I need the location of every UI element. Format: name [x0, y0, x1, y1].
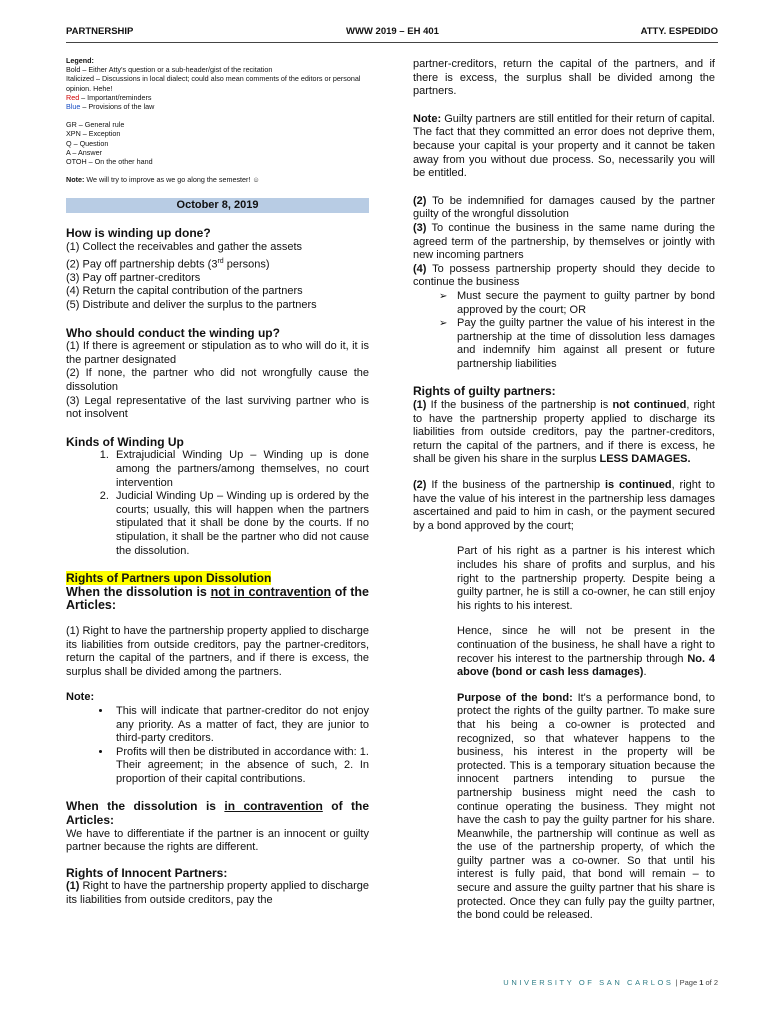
- rights-dissolution-title: Rights of Partners upon Dissolution: [66, 571, 272, 586]
- kinds-list: [66, 449, 369, 558]
- note-item: • Profits will then be distributed in accordance with: 1. Their agreement; in the absence of such, 2. In proportion of their capital contributions.: [112, 746, 369, 787]
- header-subject: PARTNERSHIP: [66, 26, 134, 37]
- date-banner: October 8, 2019: [66, 198, 369, 213]
- legend-red: Red – Important/reminders: [66, 92, 152, 102]
- header-course: WWW 2019 – EH 401: [346, 26, 439, 37]
- winding-step: (2) Pay off partnership debts (3rd persons): [66, 257, 270, 271]
- who-question: Who should conduct the winding up?: [66, 325, 280, 340]
- innocent-item-3: (3) To continue the business in the same name during the agreed term of the partnership, by themselves or jointly with new incoming partners: [413, 221, 715, 262]
- rights-dissolution-subtitle: When the dissolution is not in contravention of the Articles:: [66, 584, 370, 613]
- innocent-note: Note: Guilty partners are still entitled for their return of capital. The fact that they committed an error does not deprive them, because your capital is your property and it cannot be taken away from you without due process. So, necessarily you will be entitled.: [413, 112, 715, 180]
- legend-italic: Italicized – Discussions in local dialect; could also mean comments of the editors or personal opinion. Hehe!: [66, 74, 361, 93]
- kinds-item: 1. Extrajudicial Winding Up – Winding up is done among the partners/among themselves, no court intervention: [112, 449, 369, 490]
- innocent-item-4: (4) To possess partnership property should they decide to continue the business: [413, 262, 715, 289]
- footer-school: UNIVERSITY OF SAN CARLOS: [503, 978, 674, 987]
- legend-title: Legend:: [66, 56, 94, 65]
- contravention-para: We have to differentiate if the partner is an innocent or guilty partner because the rights are different.: [66, 827, 369, 854]
- legend-note: Note: We will try to improve as we go along the semester! ☺: [66, 175, 260, 185]
- header-professor: ATTY. ESPEDIDO: [640, 26, 718, 37]
- innocent-title: Rights of Innocent Partners:: [66, 865, 228, 880]
- winding-step: (1) Collect the receivables and gather the assets: [66, 241, 303, 254]
- winding-step: (3) Pay off partner-creditors: [66, 271, 201, 284]
- right-column: [413, 58, 715, 923]
- innocent-sub-list: [413, 290, 715, 372]
- innocent-item-1: (1) Right to have the partnership property applied to discharge its liabilities from outside creditors, pay the: [66, 880, 369, 907]
- footer-page-number: 1: [699, 978, 704, 987]
- innocent-item-2: (2) To be indemnified for damages caused by the partner guilty of the wrongful dissolution: [413, 194, 715, 221]
- guilty-item-1: (1) If the business of the partnership is not continued, right to have the partnership property applied to discharge its liabilities from outside creditors, pay the partner-creditors, return the capital of the partners, and if there is excess, he shall be given his share in the surplus LESS DAMAGES.: [413, 399, 715, 466]
- legend-abbr: XPN – Exception: [66, 129, 121, 139]
- contravention-title: When the dissolution is in contravention of the Articles:: [66, 799, 369, 828]
- bond-purpose: Purpose of the bond: It's a performance bond, to protect the rights of the guilty partner. To make sure that his being a co-owner is protected and recognized, so that whatever happens to the business, his interest in the property will be protected. This is a temporary situation because the innocent partners intending to pursue the partnership business might need the cash to continue operating the business. They might not have the cash to pay the guilty partner for his share. Meanwhile, the partnership will continue as well as the use of the partnership property, of which the guilty partner was a co-owner. So that until his interest is fully paid, that bond will remain – to secure and assure the guilty partner that his share is protected. Once they can fully pay the guilty partner, the bond could be released.: [457, 691, 715, 922]
- winding-step: (5) Distribute and deliver the surplus to the partners: [66, 299, 317, 312]
- guilty-title: Rights of guilty partners:: [413, 384, 556, 399]
- guilty-item-2: (2) If the business of the partnership is continued, right to have the value of his interest in the partnership less damages ascertained and paid to him in cash, or the payment secured by a bond approved by the court;: [413, 479, 716, 532]
- note-list: [66, 705, 369, 787]
- legend-abbr: Q – Question: [66, 138, 109, 148]
- legend-bold: Bold – Either Atty's question or a sub-header/gist of the recitation: [66, 65, 273, 75]
- who-item: (3) Legal representative of the last surviving partner who is not insolvent: [66, 394, 369, 421]
- innocent-item-1-cont: partner-creditors, return the capital of the partners, and if there is excess, the surplus shall be divided among the partners.: [413, 58, 715, 98]
- legend-abbr: A – Answer: [66, 147, 102, 157]
- innocent-sub-item: ➢ Must secure the payment to guilty partner by bond approved by the court; OR: [457, 290, 715, 317]
- kinds-item: 2. Judicial Winding Up – Winding up is ordered by the courts; usually, this will happen when the partners stipulated that it shall be done by the courts. If no stipulation, it shall be the partner who did not cause the dissolution.: [112, 490, 369, 558]
- page-header: [66, 26, 718, 40]
- who-item: (2) If none, the partner who did not wrongfully cause the dissolution: [66, 367, 369, 394]
- innocent-sub-item: ➢ Pay the guilty partner the value of his interest in the partnership at the time of dissolution less damages and indemnify him against all present or future partnership liabilities: [457, 317, 715, 371]
- winding-question: How is winding up done?: [66, 226, 211, 241]
- winding-step: (4) Return the capital contribution of the partners: [66, 285, 303, 298]
- left-column: [66, 56, 369, 908]
- page-footer: UNIVERSITY OF SAN CARLOS | Page 1 of 2: [503, 978, 718, 987]
- note-label: Note:: [66, 691, 95, 704]
- legend-abbr: OTOH – On the other hand: [66, 157, 153, 167]
- legend-blue: Blue – Provisions of the law: [66, 102, 155, 112]
- who-item: (1) If there is agreement or stipulation as to who will do it, it is the partner designated: [66, 340, 369, 366]
- note-item: • This will indicate that partner-creditor do not enjoy any priority. As a matter of fact, they are junior to third-party creditors.: [112, 705, 369, 746]
- guilty-explain-1: Part of his right as a partner is his interest which includes his share of profits and surplus, and his right to the partnership property. Despite being a guilty partner, he is still a co-owner, he can still enjoy his rights to his interest.: [457, 545, 715, 612]
- legend-abbr: GR – General rule: [66, 120, 125, 130]
- guilty-explain-2: Hence, since he will not be present in the continuation of the business, he shall have a right to recover his interest to the partnership through No. 4 above (bond or cash less damages).: [457, 625, 715, 679]
- rights-dissolution-para: (1) Right to have the partnership property applied to discharge its liabilities from outside creditors, pay the partner-creditors, return the capital of the partners, and if there is excess, the surplus shall be divided among the partners.: [66, 624, 369, 678]
- header-divider: [66, 42, 718, 43]
- legend: [66, 56, 369, 184]
- kinds-title: Kinds of Winding Up: [66, 434, 184, 449]
